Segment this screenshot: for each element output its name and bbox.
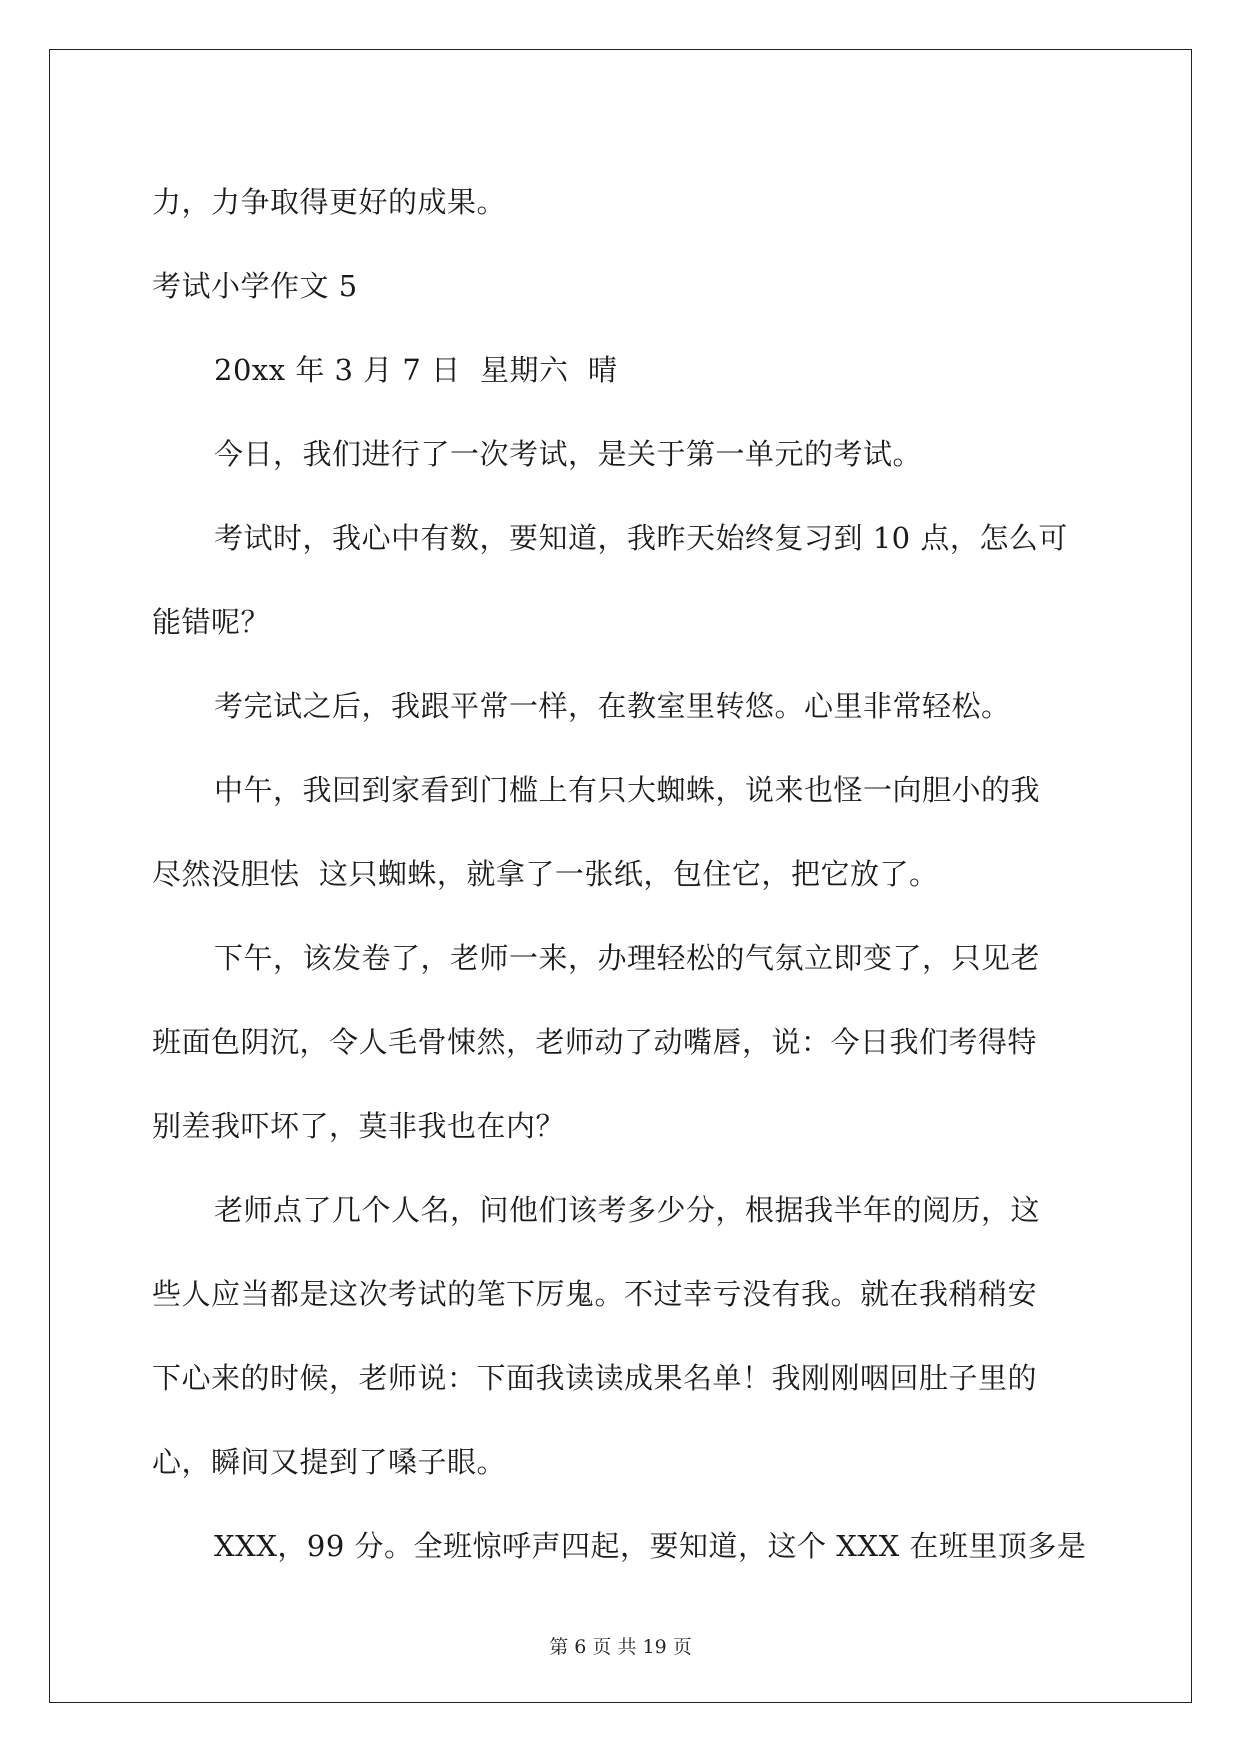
text-line: XXX，99 分。全班惊呼声四起，要知道，这个 XXX 在班里顶多是 [214,1529,1087,1563]
text-line: 些人应当都是这次考试的笔下厉鬼。不过幸亏没有我。就在我稍稍安 [152,1277,1038,1311]
text-line: 力，力争取得更好的成果。 [152,185,507,219]
text-line: 中午，我回到家看到门槛上有只大蜘蛛，说来也怪一向胆小的我 [214,773,1041,807]
text-line: 下心来的时候，老师说：下面我读读成果名单！我刚刚咽回肚子里的 [152,1361,1038,1395]
text-line: 能错呢？ [152,605,271,639]
text-line: 别差我吓坏了，莫非我也在内？ [152,1109,566,1143]
section-heading: 考试小学作文 5 [152,269,358,303]
text-line: 考完试之后，我跟平常一样，在教室里转悠。心里非常轻松。 [214,689,1011,723]
text-line: 班面色阴沉，令人毛骨悚然，老师动了动嘴唇，说：今日我们考得特 [152,1025,1038,1059]
page-number-footer: 第 6 页 共 19 页 [549,1636,692,1658]
text-line: 下午，该发卷了，老师一来，办理轻松的气氛立即变了，只见老 [214,941,1041,975]
date-line: 20xx 年 3 月 7 日 星期六 晴 [214,353,618,387]
document-body [152,160,1092,1588]
text-line: 老师点了几个人名，问他们该考多少分，根据我半年的阅历，这 [214,1193,1041,1227]
text-line: 考试时，我心中有数，要知道，我昨天始终复习到 10 点，怎么可 [214,521,1068,555]
text-line: 今日，我们进行了一次考试，是关于第一单元的考试。 [214,437,923,471]
text-line: 尽然没胆怯 这只蜘蛛，就拿了一张纸，包住它，把它放了。 [152,857,939,891]
text-line: 心，瞬间又提到了嗓子眼。 [152,1445,507,1479]
